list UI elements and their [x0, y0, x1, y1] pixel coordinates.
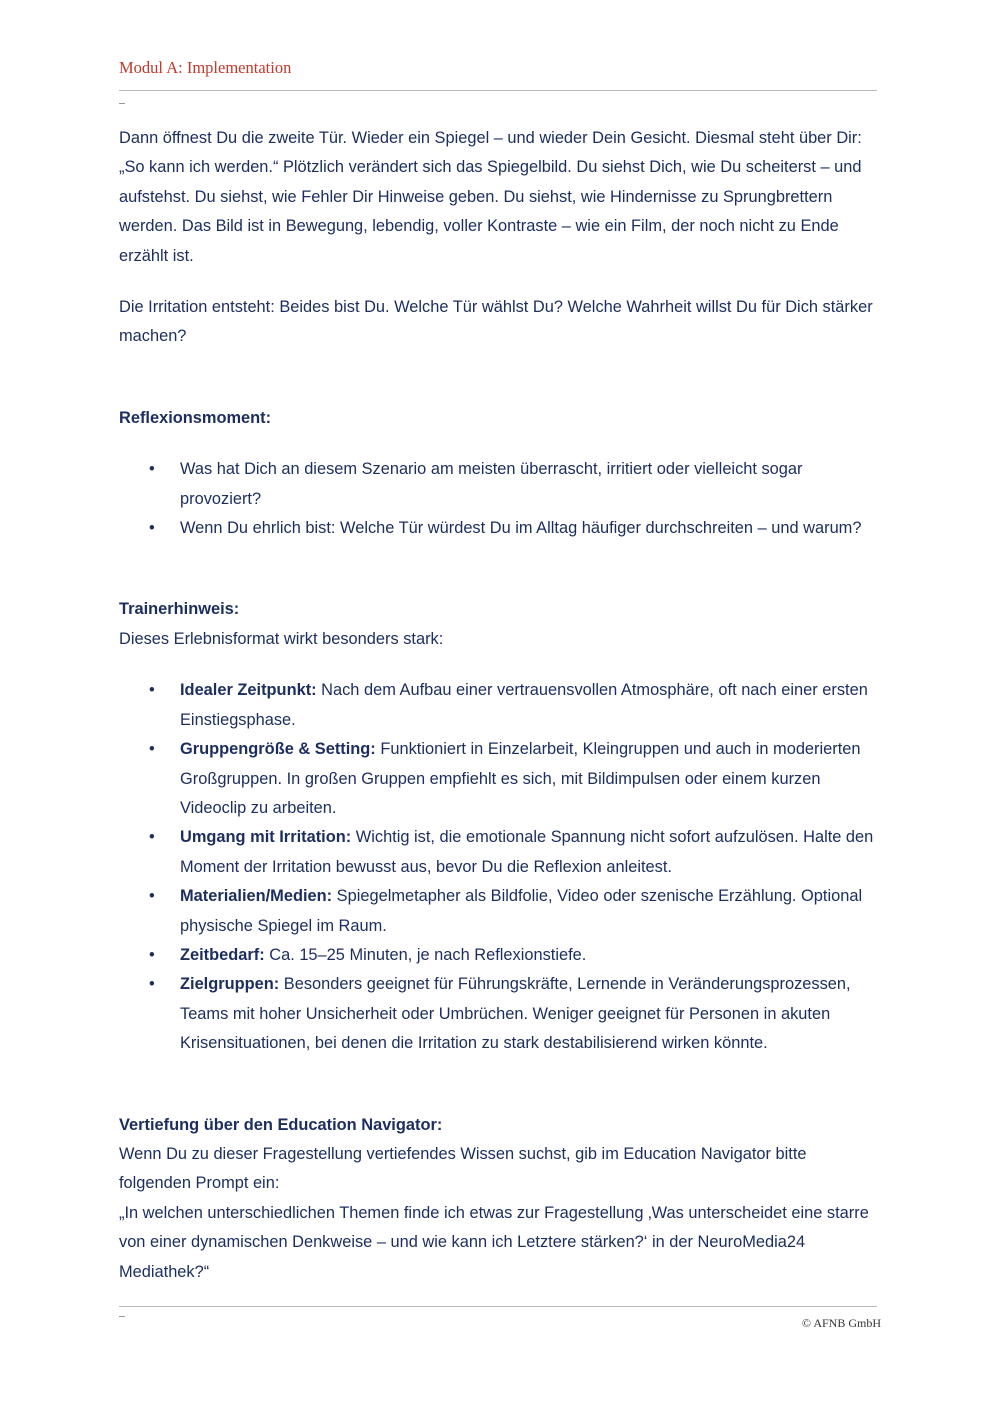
- footer-copyright: © AFNB GmbH: [801, 1316, 881, 1330]
- bullet-icon: •: [149, 975, 155, 994]
- header-rule: [119, 90, 877, 91]
- trainer-heading: Trainerhinweis:: [119, 600, 240, 619]
- paragraph-irritation: Die Irritation entsteht: Beides bist Du. Welche Tür wählst Du? Welche Wahrheit willst Du für Dich stärker machen?: [119, 298, 873, 346]
- list-item: • Umgang mit Irritation: Wichtig ist, die emotionale Spannung nicht sofort aufzulösen. Halte den Moment der Irritation bewusst aus, bevor Du die Reflexion anleitest.: [119, 823, 881, 882]
- reflexion-heading: Reflexionsmoment:: [119, 408, 272, 427]
- bullet-icon: •: [149, 828, 155, 847]
- list-item: • Idealer Zeitpunkt: Nach dem Aufbau einer vertrauensvollen Atmosphäre, oft nach einer ersten Einstiegsphase.: [119, 676, 881, 735]
- trainer-list: [119, 676, 881, 1058]
- vertiefung-heading: Vertiefung über den Education Navigator:: [119, 1115, 443, 1134]
- bullet-icon: •: [149, 681, 155, 700]
- list-item: • Zeitbedarf: Ca. 15–25 Minuten, je nach Reflexionstiefe.: [119, 941, 881, 970]
- item-label: Gruppengröße & Setting:: [180, 740, 376, 759]
- trainer-intro: Dieses Erlebnisformat wirkt besonders stark:: [119, 629, 444, 648]
- bullet-icon: •: [149, 519, 155, 538]
- main-content: [119, 124, 881, 1287]
- item-label: Umgang mit Irritation:: [180, 828, 352, 847]
- reflexion-list: [119, 455, 881, 543]
- list-item: • Materialien/Medien: Spiegelmetapher als Bildfolie, Video oder szenische Erzählung. Optional physische Spiegel im Raum.: [119, 882, 881, 941]
- bullet-icon: •: [149, 945, 155, 964]
- bullet-icon: •: [149, 887, 155, 906]
- list-item: • Was hat Dich an diesem Szenario am meisten überrascht, irritiert oder vielleicht sogar provoziert?: [119, 455, 881, 514]
- bullet-icon: •: [149, 740, 155, 759]
- header-tick: [119, 103, 125, 104]
- footer-rule: [119, 1306, 877, 1307]
- list-item: • Wenn Du ehrlich bist: Welche Tür würdest Du im Alltag häufiger durchschreiten – und warum?: [119, 514, 881, 543]
- item-label: Zielgruppen:: [180, 975, 280, 994]
- footer-tick: [119, 1316, 125, 1317]
- item-label: Idealer Zeitpunkt:: [180, 681, 317, 700]
- vertiefung-text: Wenn Du zu dieser Fragestellung vertiefendes Wissen suchst, gib im Education Navigator bitte folgenden Prompt ein:: [119, 1144, 807, 1193]
- vertiefung-prompt: „In welchen unterschiedlichen Themen finde ich etwas zur Fragestellung ‚Was unterscheidet eine starre von einer dynamischen Denkweise – und wie kann ich Letztere stärken?‘ in der NeuroMedia24 Mediathek?“: [119, 1203, 869, 1281]
- bullet-icon: •: [149, 460, 155, 479]
- item-label: Materialien/Medien:: [180, 887, 333, 906]
- list-item: • Zielgruppen: Besonders geeignet für Führungskräfte, Lernende in Veränderungsprozessen, Teams mit hoher Unsicherheit oder Umbrüchen. Weniger geeignet für Personen in akuten Krisensituationen, bei denen die Irritation zu stark destabilisierend wirken könnte.: [119, 970, 881, 1058]
- page-header-title: Modul A: Implementation: [119, 58, 292, 77]
- paragraph-second-door: Dann öffnest Du die zweite Tür. Wieder ein Spiegel – und wieder Dein Gesicht. Diesmal steht über Dir: „So kann ich werden.“ Plötzlich verändert sich das Spiegelbild. Du siehst Dich, wie Du scheiterst – und aufstehst. Du siehst, wie Fehler Dir Hinweise geben. Du siehst, wie Hindernisse zu Sprungbrettern werden. Das Bild ist in Bewegung, lebendig, voller Kontraste – wie ein Film, der noch nicht zu Ende erzählt ist.: [119, 129, 862, 265]
- list-item: • Gruppengröße & Setting: Funktioniert in Einzelarbeit, Kleingruppen und auch in moderierten Großgruppen. In großen Gruppen empfiehlt es sich, mit Bildimpulsen oder einem kurzen Videoclip zu arbeiten.: [119, 735, 881, 823]
- item-label: Zeitbedarf:: [180, 945, 265, 964]
